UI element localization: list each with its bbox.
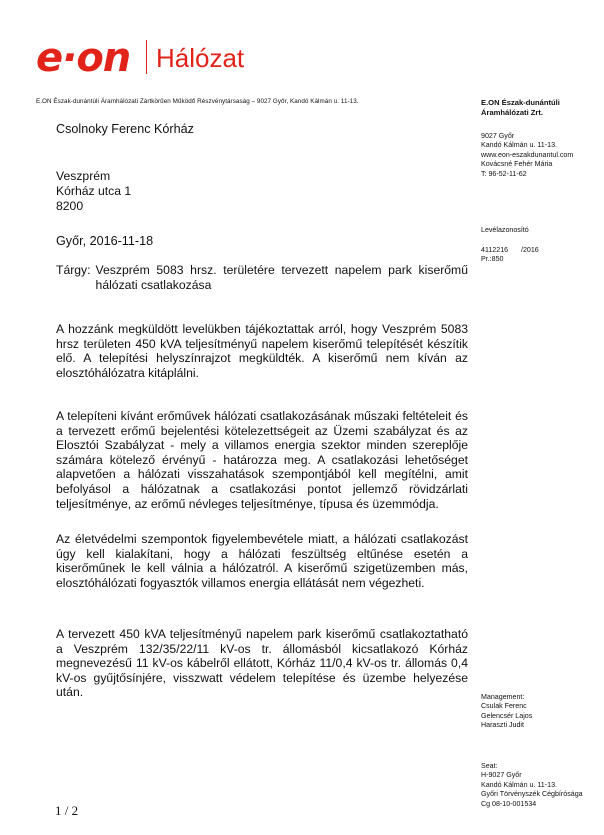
management-label: Management:	[481, 693, 525, 701]
reference-values	[481, 246, 601, 265]
subject-label: Tárgy:	[56, 263, 91, 277]
contact-person: Kovácsné Fehér Mária	[481, 160, 553, 169]
page-number: 1 / 2	[55, 803, 79, 818]
subject-text: Veszprém 5083 hrsz. területére tervezett napelem park kiserőmű hálózati csatlakozása	[95, 263, 468, 292]
letter-date: Győr, 2016-11-18	[56, 234, 154, 248]
reference-year: /2016	[521, 246, 539, 254]
website-link: www.eon-eszakdunantul.com	[481, 150, 574, 159]
reference-pr: Pr.:850	[481, 255, 504, 264]
contact-info: 9027 Győr Kandó Kálmán u. 11-13. www.eon-eszakdunantul.com Kovácsné Fehér Mária T: 96-52-11-62	[481, 132, 601, 179]
address-line: 8200	[56, 199, 84, 213]
reference-label: Levélazonosító	[481, 226, 529, 234]
management-block: Management: Csulak Ferenc Gelencsér Lajos Haraszti Judit	[481, 693, 601, 731]
address-line: Veszprém	[56, 169, 111, 183]
recipient-address	[56, 169, 468, 214]
body-paragraph: A hozzánk megküldött levelükben tájékoztattak arról, hogy Veszprém 5083 hrsz területen 450 kVA teljesítményű napelem kiserőmű telepítését készítik elő. A telepítési helyszínrajzot megküldték. A kiserőmű nem kíván az elosztóhálózatra kitáplálni.	[56, 322, 468, 380]
sender-return-address: E.ON Észak-dunántúli Áramhálózati Zártkörűen Működő Részvénytársaság – 9027 Győr, Kandó Kálmán u. 11-13.	[36, 98, 359, 105]
address-line: Kórház utca 1	[56, 184, 132, 198]
subject-line	[56, 263, 468, 292]
logo-divider	[146, 40, 147, 74]
company-name: E.ON Észak-dunántúli Áramhálózati Zrt.	[481, 98, 560, 117]
phone-number: T: 96-52-11-62	[481, 169, 527, 178]
eon-logo-mark: e·on	[36, 35, 131, 81]
body-paragraph: Az életvédelmi szempontok figyelembevétele miatt, a hálózati csatlakozást úgy kell kialakítani, hogy a hálózati feszültség eltűnése esetén a kiserőműnek le kell válnia a hálózatról. A kiserőmű szigetüzemben más, elosztóhálózati fogyasztók villamos energia ellátását nem végezheti.	[56, 532, 468, 590]
seat-block: Seat: H-9027 Győr Kandó Kálmán u. 11-13. Győri Törvényszék Cégbírósága Cg 08-10-001534	[481, 762, 601, 809]
recipient-name: Csolnoky Ferenc Kórház	[56, 122, 194, 136]
seat-label: Seat:	[481, 762, 498, 770]
body-paragraph: A tervezett 450 kVA teljesítményű napelem park kiserőmű csatlakoztatható a Veszprém 132/35/22/11 kV-os tr. állomásból kicsatlakozó Kórház megnevezésű 11 kV-os kábelről ellátott, Kórház 11/0,4 kV-os tr. állomás 0,4 kV-os gyűjtősínjére, visszwatt védelem telepítése és üzembe helyezése után.	[56, 627, 468, 700]
logo-text: Hálózat	[156, 43, 245, 73]
reference-number: 4112216	[481, 246, 509, 254]
body-paragraph: A telepíteni kívánt erőművek hálózati csatlakozásának műszaki feltételeit és a tervezett erőmű bejelentési kötelezettségeit az Üzemi szabályzat és az Elosztói Szabályzat - mely a villamos energia szektor minden szereplője számára kötelező érvényű - határozza meg. A csatlakozási lehetőséget alapvetően a hálózati visszahatások szempontjából kell megítélni, amit befolyásol a hálózatnak a csatlakozási pontot jellemző rövidzárlati teljesítménye, az erőmű névleges teljesítménye, típusa és üzemmódja.	[56, 409, 468, 511]
